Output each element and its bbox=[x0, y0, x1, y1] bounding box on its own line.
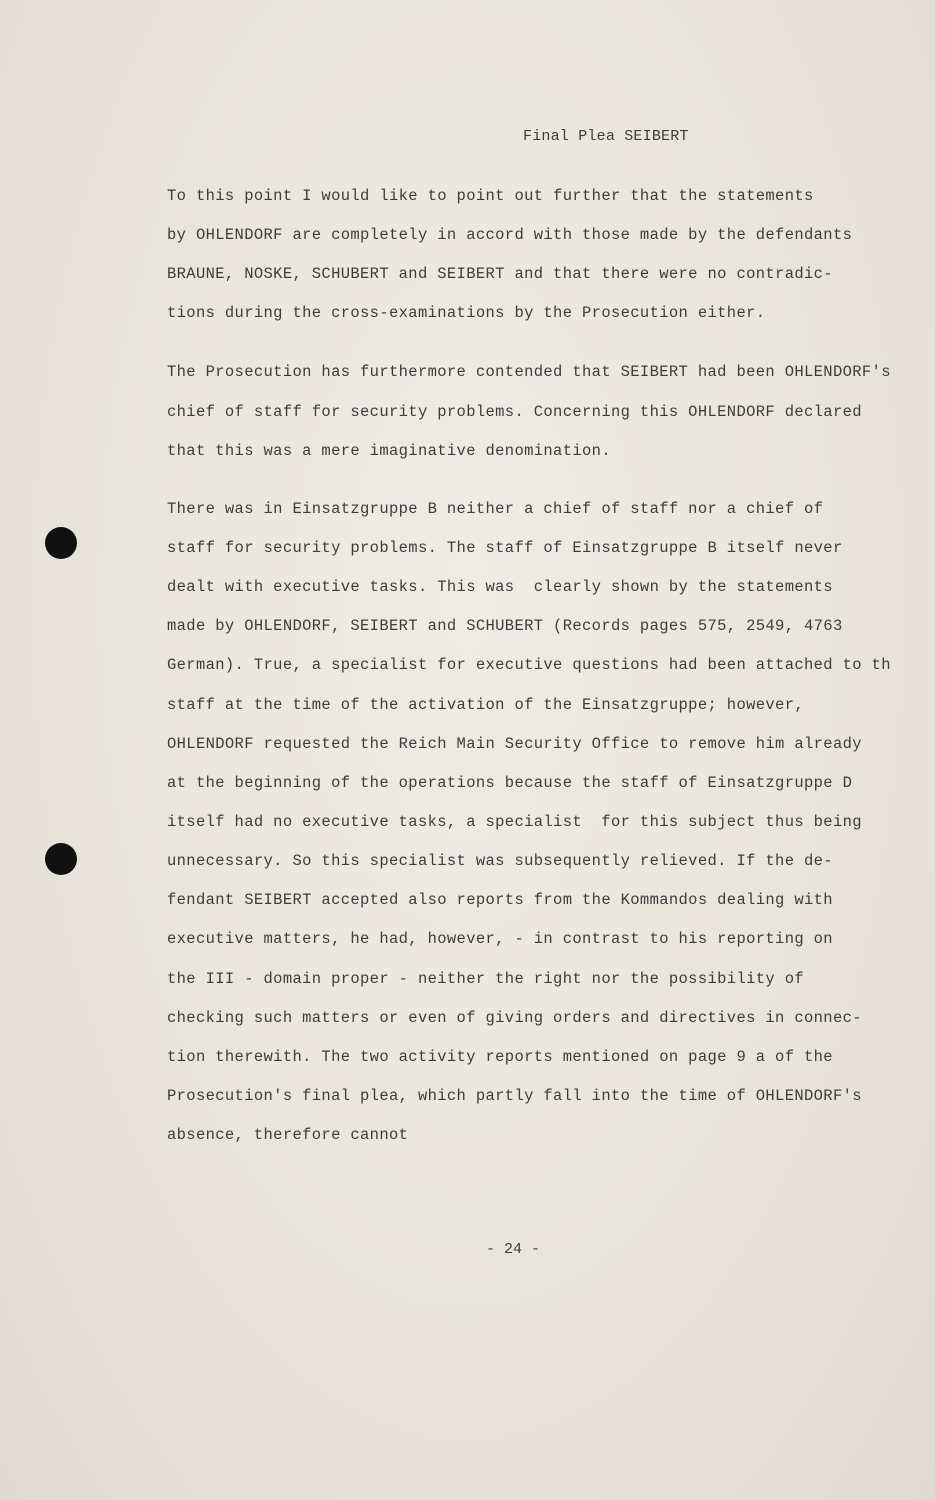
text-line: German). True, a specialist for executive questions had been attached to th bbox=[167, 656, 891, 674]
text-line: made by OHLENDORF, SEIBERT and SCHUBERT (Records pages 575, 2549, 4763 bbox=[167, 617, 843, 635]
text-line: tions during the cross-examinations by the Prosecution either. bbox=[167, 304, 766, 322]
text-line: unnecessary. So this specialist was subsequently relieved. If the de- bbox=[167, 852, 833, 870]
text-line: the III - domain proper - neither the right nor the possibility of bbox=[167, 970, 804, 988]
page-number: - 24 - bbox=[486, 1241, 541, 1258]
text-line: There was in Einsatzgruppe B neither a chief of staff nor a chief of bbox=[167, 500, 824, 518]
text-line: OHLENDORF requested the Reich Main Security Office to remove him already bbox=[167, 735, 862, 753]
text-line: staff for security problems. The staff of Einsatzgruppe B itself never bbox=[167, 539, 843, 557]
text-line: at the beginning of the operations because the staff of Einsatzgruppe D bbox=[167, 774, 853, 792]
text-line: dealt with executive tasks. This was clearly shown by the statements bbox=[167, 578, 833, 596]
text-line: BRAUNE, NOSKE, SCHUBERT and SEIBERT and that there were no contradic- bbox=[167, 265, 833, 283]
punch-hole-top bbox=[45, 527, 77, 559]
text-line: Prosecution's final plea, which partly fall into the time of OHLENDORF's bbox=[167, 1087, 862, 1105]
text-line: checking such matters or even of giving orders and directives in connec- bbox=[167, 1009, 862, 1027]
text-line: that this was a mere imaginative denomination. bbox=[167, 442, 611, 460]
text-line: To this point I would like to point out further that the statements bbox=[167, 187, 814, 205]
text-line: chief of staff for security problems. Concerning this OHLENDORF declared bbox=[167, 403, 862, 421]
text-line: tion therewith. The two activity reports mentioned on page 9 a of the bbox=[167, 1048, 833, 1066]
text-line: absence, therefore cannot bbox=[167, 1126, 409, 1144]
text-line: by OHLENDORF are completely in accord with those made by the defendants bbox=[167, 226, 853, 244]
text-line: The Prosecution has furthermore contended that SEIBERT had been OHLENDORF's bbox=[167, 363, 891, 381]
text-line: itself had no executive tasks, a specialist for this subject thus being bbox=[167, 813, 862, 831]
text-line: executive matters, he had, however, - in contrast to his reporting on bbox=[167, 930, 833, 948]
document-title: Final Plea SEIBERT bbox=[523, 128, 689, 145]
punch-hole-bottom bbox=[45, 843, 77, 875]
text-line: fendant SEIBERT accepted also reports from the Kommandos dealing with bbox=[167, 891, 833, 909]
text-line: staff at the time of the activation of the Einsatzgruppe; however, bbox=[167, 696, 804, 714]
